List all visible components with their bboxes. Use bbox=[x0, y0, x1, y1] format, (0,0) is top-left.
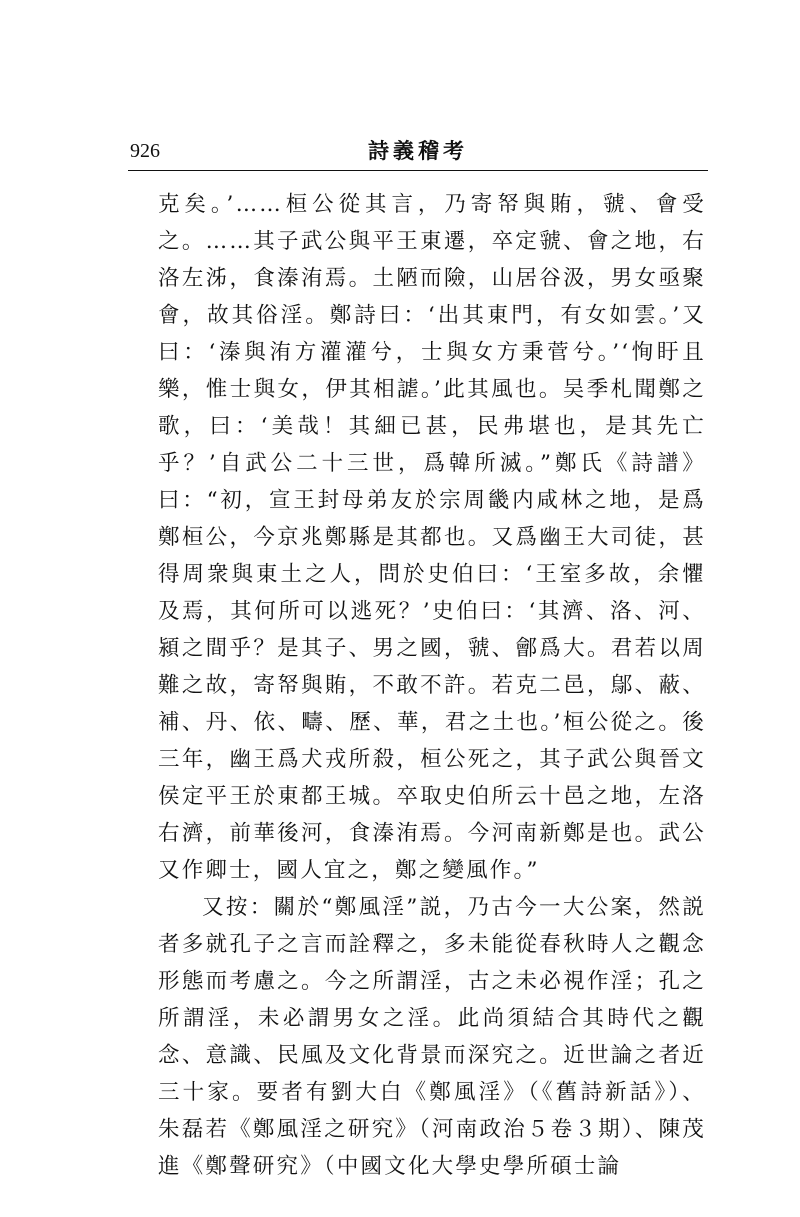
paragraph-note: 又按：關於“鄭風淫”説，乃古今一大公案，然説者多就孔子之言而詮釋之，多未能從春秋時人之觀念形態而考慮之。今之所謂淫，古之未必視作淫；孔之所謂淫，未必謂男女之淫。此尚須結合其時代之觀念、意識、民風及文化背景而深究之。近世論之者近三十家。要者有劉大白《鄭風淫》（《舊詩新話》）、朱磊若《鄭風淫之研究》（河南政治５卷３期）、陳茂進《鄭聲研究》（中國文化大學史學所碩士論 bbox=[158, 895, 706, 1179]
header-rule bbox=[128, 170, 708, 171]
paragraph-continuation: 克矣。’……桓公從其言，乃寄帑與賄，虢、會受之。……其子武公與平王東遷，卒定虢、會之地，右洛左泲，食溱洧焉。土陋而險，山居谷汲，男女亟聚會，故其俗淫。鄭詩曰：‘出其東門，有女如雲。’又曰：‘溱與洧方灌灌兮，士與女方秉菅兮。’‘恂盱且樂，惟士與女，伊其相謔。’此其風也。吴季札聞鄭之歌，曰：‘美哉！其細已甚，民弗堪也，是其先亡乎？’自武公二十三世，爲韓所滅。”鄭氏《詩譜》曰：“初，宣王封母弟友於宗周畿内咸林之地，是爲鄭桓公，今京兆鄭縣是其都也。又爲幽王大司徒，甚得周衆與東土之人，問於史伯曰：‘王室多故，余懼及焉，其何所可以逃死？’史伯曰：‘其濟、洛、河、潁之間乎？是其子、男之國，虢、鄶爲大。君若以周難之故，寄帑與賄，不敢不許。若克二邑，鄔、蔽、補、丹、依、疇、歷、華，君之土也。’桓公從之。後三年，幽王爲犬戎所殺，桓公死之，其子武公與晉文侯定平王於東都王城。卒取史伯所云十邑之地，左洛右濟，前華後河，食溱洧焉。今河南新鄭是也。武公又作卿士，國人宜之，鄭之變風作。” bbox=[158, 192, 706, 883]
body-text bbox=[158, 186, 706, 1185]
book-title: 詩義稽考 bbox=[368, 138, 468, 163]
page-header bbox=[130, 138, 706, 168]
page-number: 926 bbox=[130, 140, 160, 162]
